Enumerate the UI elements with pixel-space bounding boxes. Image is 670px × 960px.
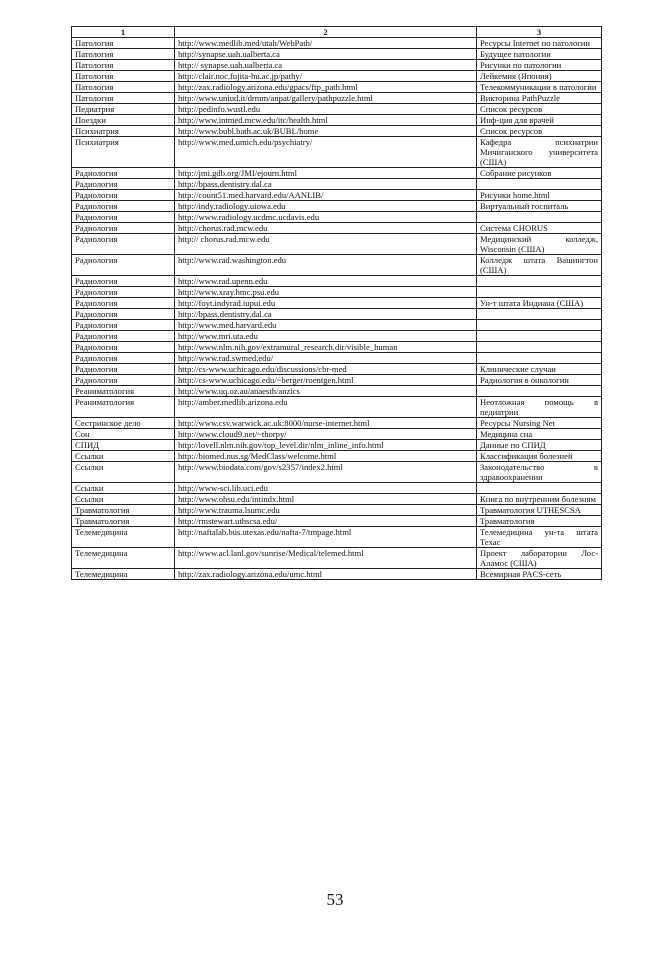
table-row (72, 386, 602, 397)
row-topic-cell: Радиология (72, 320, 175, 331)
table-row (72, 287, 602, 298)
row-url-link: http://zax.radiology.arizona.edu/gpacs/ftp_path.html (175, 82, 477, 93)
table-row (72, 569, 602, 580)
row-topic-cell: Радиология (72, 190, 175, 201)
row-topic-cell: Радиология (72, 353, 175, 364)
row-topic-cell: Травматология (72, 505, 175, 516)
row-topic-cell: Психиатрия (72, 126, 175, 137)
table-row (72, 71, 602, 82)
row-topic-cell: Телемедицина (72, 569, 175, 580)
row-topic-cell: Радиология (72, 168, 175, 179)
row-topic-cell: Ссылки (72, 462, 175, 483)
row-topic-cell: Радиология (72, 287, 175, 298)
row-description-cell: Лейкемия (Япония) (477, 71, 602, 82)
row-url-link: http://cs-www.uchicago.edu/~berger/roentgen.html (175, 375, 477, 386)
row-description-cell (477, 483, 602, 494)
row-url-link: http://zax.radiology.arizona.edu/umc.html (175, 569, 477, 580)
row-topic-cell: Патология (72, 38, 175, 49)
row-url-link: http://chorus.rad.mcw.edu (175, 223, 477, 234)
table-row (72, 342, 602, 353)
table-row (72, 223, 602, 234)
table-row (72, 115, 602, 126)
row-description-cell: Ресурсы Internet по патологии (477, 38, 602, 49)
row-description-cell (477, 309, 602, 320)
row-description-cell (477, 353, 602, 364)
table-row (72, 190, 602, 201)
row-topic-cell: Ссылки (72, 451, 175, 462)
row-url-link: http://cs-www.uchicago.edu/discussions/cbr-med (175, 364, 477, 375)
row-description-cell: Список ресурсов (477, 104, 602, 115)
row-topic-cell: Радиология (72, 342, 175, 353)
row-description-cell (477, 276, 602, 287)
row-url-link: http://count51.med.harvard.edu/AANLIB/ (175, 190, 477, 201)
row-url-link: http://synapse.uah.ualberta.ca (175, 49, 477, 60)
row-description-cell: Список ресурсов (477, 126, 602, 137)
row-topic-cell: Патология (72, 93, 175, 104)
row-url-link: http://foyt.indyrad.iupui.edu (175, 298, 477, 309)
row-description-cell: Медицина сна (477, 429, 602, 440)
row-topic-cell: Радиология (72, 234, 175, 255)
row-description-cell: Инф-ция для врачей (477, 115, 602, 126)
row-url-link: http://www.cloud9.net/~thorpy/ (175, 429, 477, 440)
row-url-link: http://www.rad.upenn.edu (175, 276, 477, 287)
table-row (72, 451, 602, 462)
row-topic-cell: Радиология (72, 364, 175, 375)
table-row (72, 255, 602, 276)
row-url-link: http://www.acl.lanl.gov/sunrise/Medical/telemed.html (175, 548, 477, 569)
row-description-cell: Будущее патологии (477, 49, 602, 60)
row-url-link: http://www.mri.uta.edu (175, 331, 477, 342)
table-row (72, 429, 602, 440)
row-description-cell: Неотложная помощь в педиатрии (477, 397, 602, 418)
column-header-2: 2 (175, 27, 477, 38)
column-header-1: 1 (72, 27, 175, 38)
table-row (72, 38, 602, 49)
table-row (72, 179, 602, 190)
row-topic-cell: Травматология (72, 516, 175, 527)
row-description-cell: Медицинский колледж, Wisconsin (США) (477, 234, 602, 255)
row-url-link: http://bpass.dentistry.dal.ca (175, 179, 477, 190)
row-url-link: http://naftalab.bus.utexas.edu/nafta-7/tmpage.html (175, 527, 477, 548)
row-topic-cell: Поездки (72, 115, 175, 126)
row-description-cell: Радиология в онкологии (477, 375, 602, 386)
row-description-cell: Законодательство в здравоохранении (477, 462, 602, 483)
row-url-link: http:// synapse.uah.ualberta.ca (175, 60, 477, 71)
table-row (72, 298, 602, 309)
row-description-cell: Кафедра психиатрии Мичиганского университета (США) (477, 137, 602, 168)
row-url-link: http://www.rad.swmed.edu/ (175, 353, 477, 364)
row-url-link: http://www.uq.oz.au/anaesth/anzics (175, 386, 477, 397)
row-topic-cell: Радиология (72, 375, 175, 386)
row-description-cell (477, 212, 602, 223)
row-description-cell (477, 179, 602, 190)
row-description-cell: Всемирная PACS-сеть (477, 569, 602, 580)
row-url-link: http://www.csv.warwick.ac.uk:8000/nurse-internet.html (175, 418, 477, 429)
row-topic-cell: Радиология (72, 331, 175, 342)
row-url-link: http://clair.noc.fujita-hu.ac.jp/pathy/ (175, 71, 477, 82)
row-url-link: http://www.med.umich.edu/psychiatry/ (175, 137, 477, 168)
table-row (72, 527, 602, 548)
row-topic-cell: Радиология (72, 255, 175, 276)
row-topic-cell: Телемедицина (72, 527, 175, 548)
row-description-cell (477, 386, 602, 397)
table-row (72, 320, 602, 331)
row-description-cell: Колледж штата Вашингтон (США) (477, 255, 602, 276)
row-description-cell: Книга по внутренним болезням (477, 494, 602, 505)
row-description-cell: Ун-т штата Индиана (США) (477, 298, 602, 309)
row-url-link: http://indy.radiology.uiowa.edu (175, 201, 477, 212)
row-url-link: http://www.med.harvard.edu (175, 320, 477, 331)
row-description-cell (477, 342, 602, 353)
row-topic-cell: Патология (72, 49, 175, 60)
row-url-link: http://www.uniud.it/drmm/anpat/gallery/pathpuzzle.html (175, 93, 477, 104)
row-description-cell: Телекоммуникации в патологии (477, 82, 602, 93)
row-url-link: http://www.xray.hmc.psu.edu (175, 287, 477, 298)
table-row (72, 104, 602, 115)
table-row (72, 516, 602, 527)
row-description-cell: Рисунки home.html (477, 190, 602, 201)
table-row (72, 331, 602, 342)
table-row (72, 505, 602, 516)
row-url-link: http://rmstewart.uthscsa.edu/ (175, 516, 477, 527)
row-topic-cell: Радиология (72, 179, 175, 190)
row-description-cell (477, 287, 602, 298)
table-row (72, 93, 602, 104)
row-description-cell (477, 320, 602, 331)
table-row (72, 462, 602, 483)
table-row (72, 353, 602, 364)
table-row (72, 49, 602, 60)
row-description-cell: Ресурсы Nursing Net (477, 418, 602, 429)
column-header-3: 3 (477, 27, 602, 38)
table-row (72, 397, 602, 418)
row-description-cell: Классификация болезней (477, 451, 602, 462)
row-description-cell: Травматология UTHESCSA (477, 505, 602, 516)
row-url-link: http://www.ohsu.edu/intindx.html (175, 494, 477, 505)
row-topic-cell: Радиология (72, 212, 175, 223)
row-url-link: http://www.biodata.com/gov/s2357/index2.html (175, 462, 477, 483)
row-description-cell (477, 331, 602, 342)
row-url-link: http://bpass.dentistry.dal.ca (175, 309, 477, 320)
row-topic-cell: Радиология (72, 309, 175, 320)
row-topic-cell: Патология (72, 60, 175, 71)
row-description-cell: Виртуальный госпиталь (477, 201, 602, 212)
table-row (72, 494, 602, 505)
table-row (72, 126, 602, 137)
table-row (72, 234, 602, 255)
table-row (72, 364, 602, 375)
row-url-link: http://www.nlm.nih.gov/extramural_research.dir/visible_human (175, 342, 477, 353)
row-topic-cell: Ссылки (72, 483, 175, 494)
table-row (72, 309, 602, 320)
row-url-link: http://www.trauma.lsumc.edu (175, 505, 477, 516)
row-url-link: http:// chorus.rad.mcw.edu (175, 234, 477, 255)
row-topic-cell: Педиатрия (72, 104, 175, 115)
row-url-link: http://www.medlib.med/utah/WebPath/ (175, 38, 477, 49)
row-description-cell: Данные по СПИД (477, 440, 602, 451)
row-description-cell: Викторина PathPuzzle (477, 93, 602, 104)
row-description-cell: Травматология (477, 516, 602, 527)
row-topic-cell: Патология (72, 71, 175, 82)
row-url-link: http://www.bubl.bath.ac.uk/BUBL/home (175, 126, 477, 137)
row-topic-cell: Сон (72, 429, 175, 440)
row-url-link: http://www.radiology.ucdmc.ucdavis.edu (175, 212, 477, 223)
row-description-cell: Телемедицина ун-та штата Техас (477, 527, 602, 548)
table-row (72, 548, 602, 569)
row-url-link: http://www.rad.washington.edu (175, 255, 477, 276)
row-topic-cell: СПИД (72, 440, 175, 451)
row-topic-cell: Сестринское дело (72, 418, 175, 429)
row-topic-cell: Патология (72, 82, 175, 93)
row-topic-cell: Телемедицина (72, 548, 175, 569)
row-url-link: http://jmi.gdb.org/JMI/ejourn.html (175, 168, 477, 179)
row-description-cell: Рисунки по патологии (477, 60, 602, 71)
table-body (72, 38, 602, 580)
row-url-link: http://biomed.nus.sg/MedClass/welcome.html (175, 451, 477, 462)
table-row (72, 201, 602, 212)
row-url-link: http://www-sci.lib.uci.edu (175, 483, 477, 494)
table-row (72, 276, 602, 287)
table-row (72, 60, 602, 71)
row-description-cell: Собрание рисунков (477, 168, 602, 179)
row-description-cell: Клинические случаи (477, 364, 602, 375)
row-topic-cell: Радиология (72, 223, 175, 234)
table-row (72, 137, 602, 168)
row-topic-cell: Радиология (72, 276, 175, 287)
row-url-link: http://amber.medlib.arizona.edu (175, 397, 477, 418)
table-row (72, 82, 602, 93)
row-url-link: http://pedinfo.wustl.edu (175, 104, 477, 115)
row-topic-cell: Ссылки (72, 494, 175, 505)
row-url-link: http://www.intmed.mcw.edu/itc/health.html (175, 115, 477, 126)
page-number: 53 (326, 890, 344, 909)
row-description-cell: Система CHORUS (477, 223, 602, 234)
row-topic-cell: Психиатрия (72, 137, 175, 168)
table-row (72, 440, 602, 451)
table-row (72, 418, 602, 429)
table-row (72, 483, 602, 494)
table-header-row (72, 27, 602, 38)
resource-table (71, 26, 602, 580)
row-topic-cell: Реаниматология (72, 397, 175, 418)
table-row (72, 212, 602, 223)
row-topic-cell: Радиология (72, 298, 175, 309)
table-row (72, 168, 602, 179)
row-url-link: http://lovell.nlm.nih.gov/top_level.dir/nlm_inline_info.html (175, 440, 477, 451)
row-topic-cell: Радиология (72, 201, 175, 212)
table-row (72, 375, 602, 386)
row-description-cell: Проект лаборатории Лос-Аламос (США) (477, 548, 602, 569)
row-topic-cell: Реаниматология (72, 386, 175, 397)
